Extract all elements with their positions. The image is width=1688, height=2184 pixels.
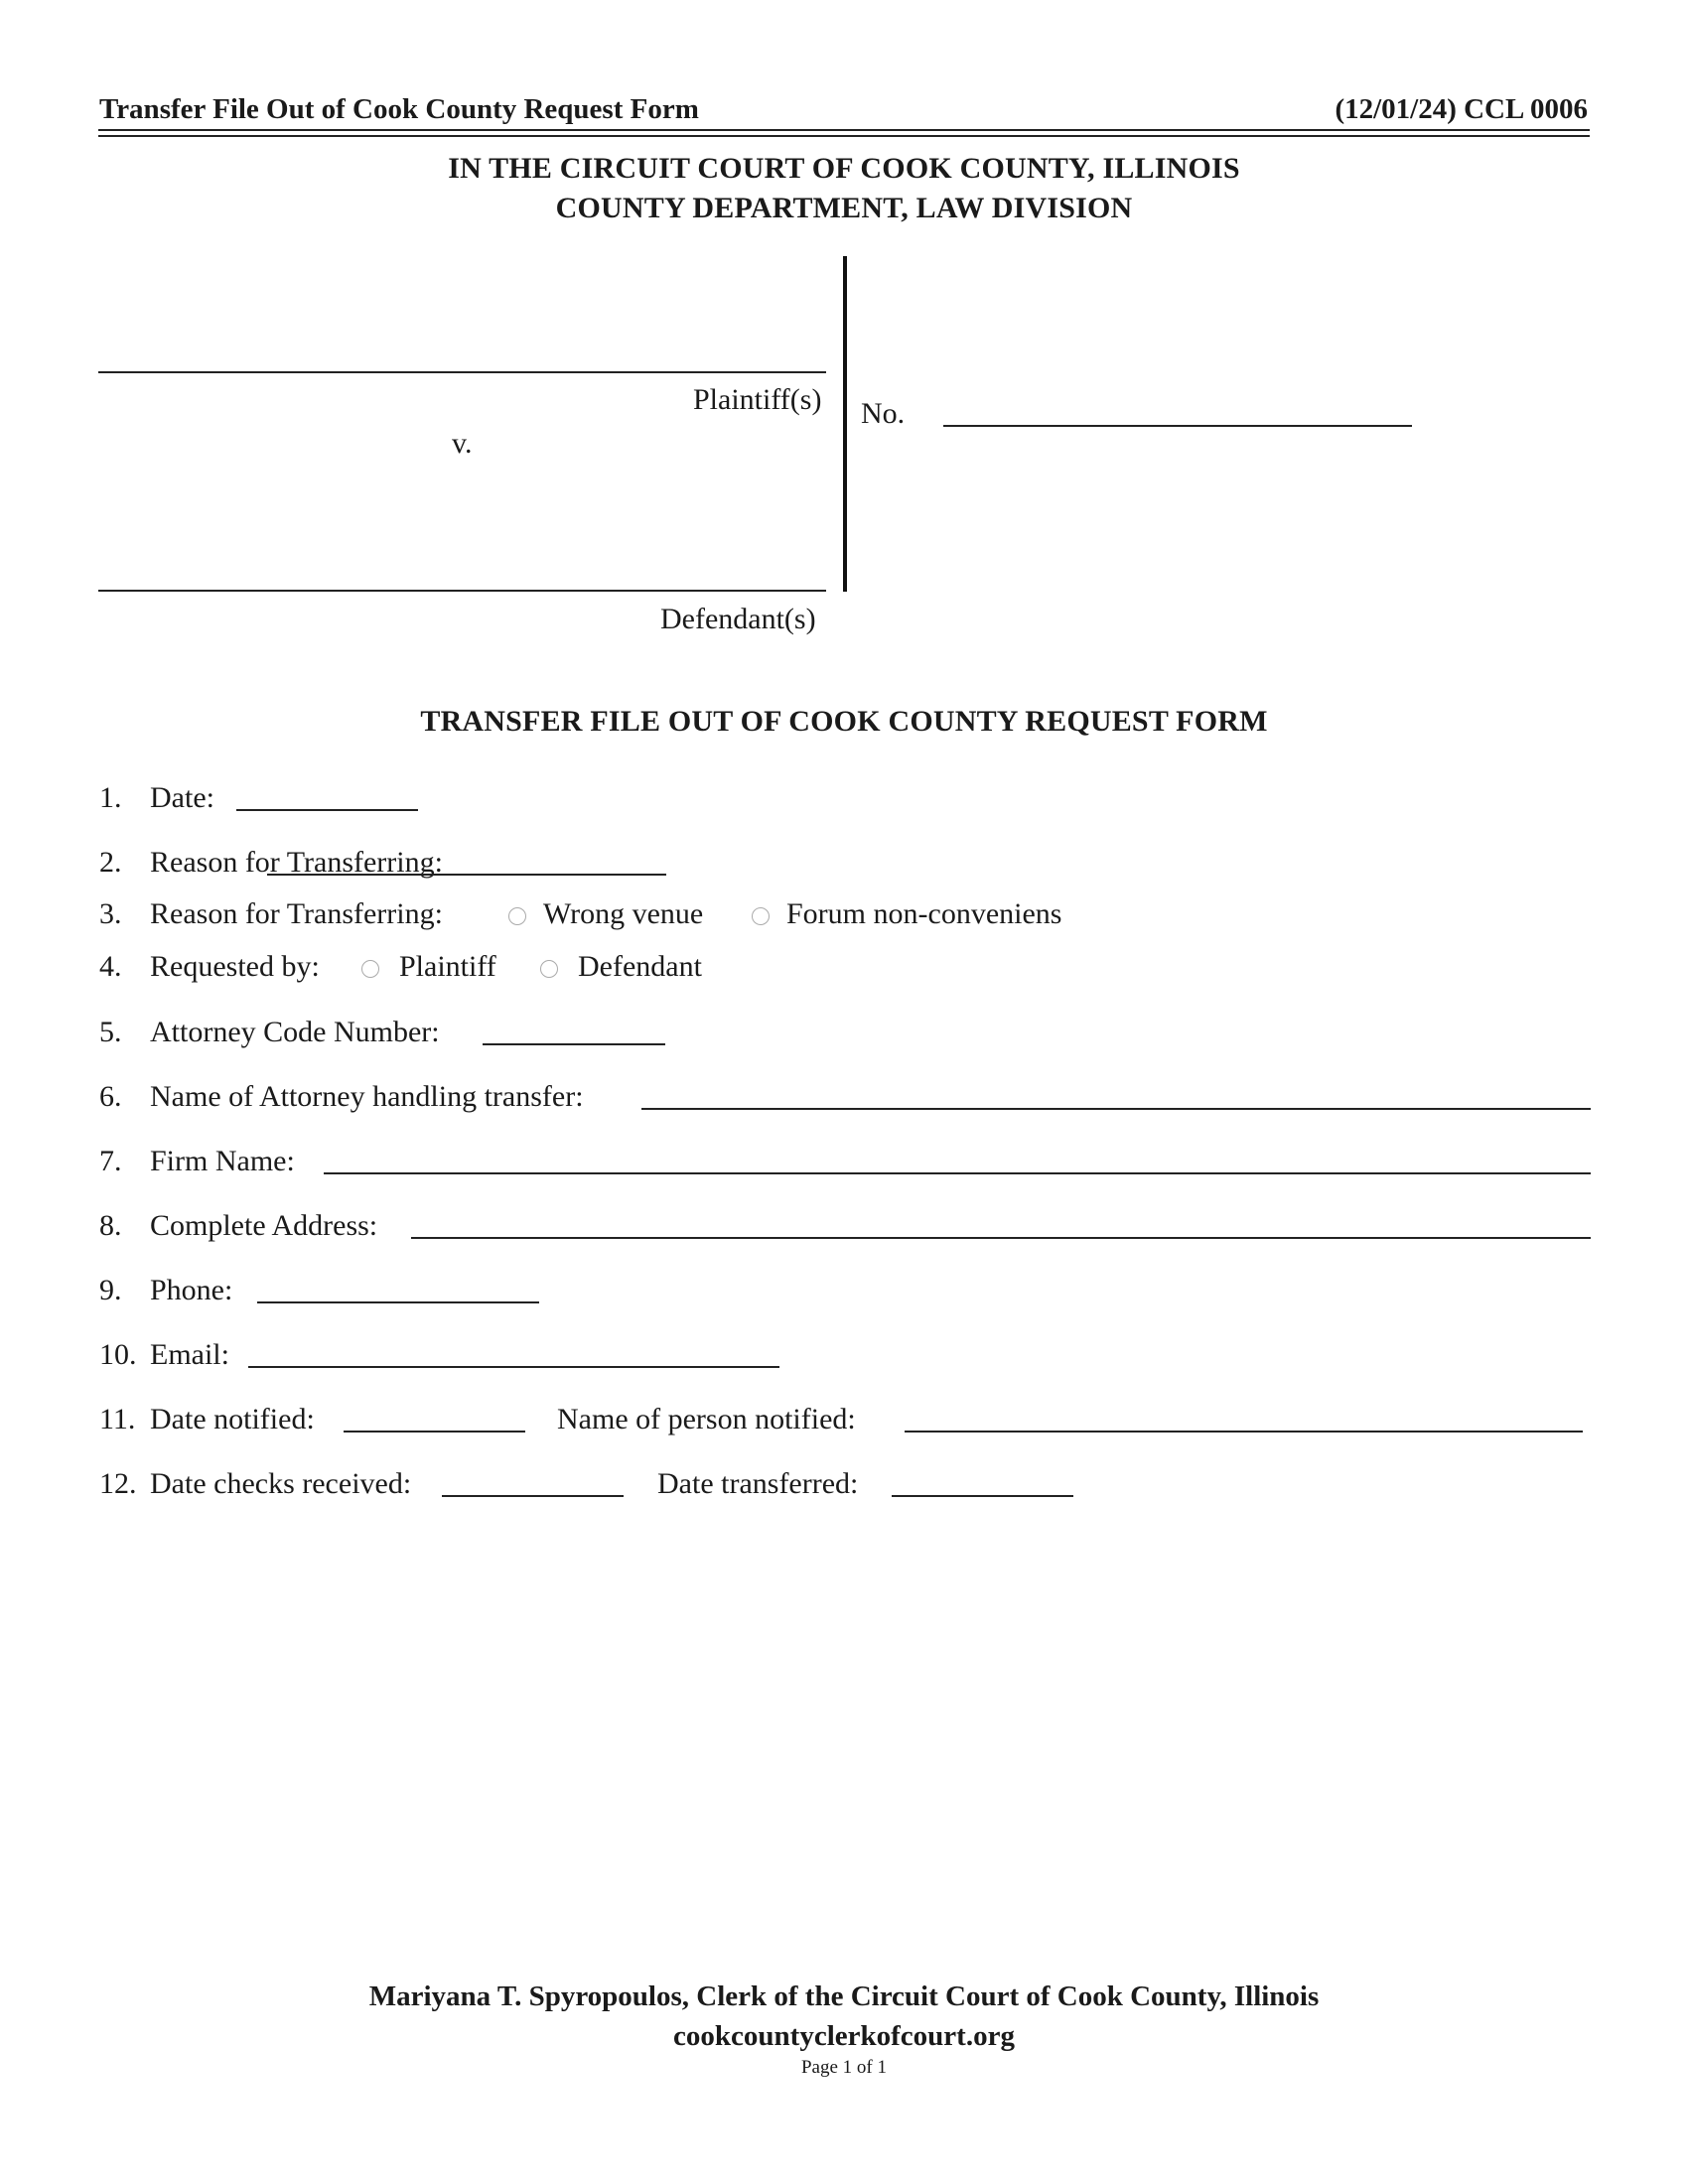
clerk-name: Mariyana T. Spyropoulos, Clerk of the Circuit Court of Cook County, Illinois	[368, 1980, 1320, 2012]
person-notified-field[interactable]	[905, 1431, 1583, 1433]
requested-by-label: Requested by:	[150, 950, 320, 983]
header-rule-top	[98, 129, 1590, 131]
item-number: 12.	[99, 1467, 137, 1500]
forum-non-conveniens-radio[interactable]	[752, 907, 770, 925]
county-field[interactable]	[267, 874, 666, 876]
item-number: 10.	[99, 1338, 137, 1371]
phone-label: Phone:	[150, 1274, 233, 1306]
county-label: Reason for Transferring:	[150, 846, 443, 879]
date-notified-label: Date notified:	[150, 1403, 315, 1435]
item-number: 9.	[99, 1274, 122, 1306]
versus-label: v.	[452, 427, 473, 460]
court-division: COUNTY DEPARTMENT, LAW DIVISION	[555, 192, 1133, 224]
address-label: Complete Address:	[150, 1209, 378, 1242]
case-no-label: No.	[861, 397, 906, 430]
reason-label: Reason for Transferring:	[150, 897, 443, 930]
attorney-code-field[interactable]	[483, 1043, 665, 1045]
defendant-label: Defendant(s)	[660, 603, 816, 635]
website-link[interactable]: cookcountyclerkofcourt.org	[673, 2020, 1015, 2052]
item-number: 6.	[99, 1080, 122, 1113]
item-number: 4.	[99, 950, 122, 983]
firm-name-label: Firm Name:	[150, 1145, 295, 1177]
wrong-venue-label: Wrong venue	[543, 897, 704, 930]
form-title: Transfer File Out of Cook County Request Form	[99, 93, 699, 125]
defendant-option-label: Defendant	[578, 950, 702, 983]
forum-non-conveniens-label: Forum non-conveniens	[786, 897, 1062, 930]
email-label: Email:	[150, 1338, 229, 1371]
address-field[interactable]	[411, 1237, 1591, 1239]
case-number-field[interactable]	[943, 425, 1412, 427]
defendant-radio[interactable]	[540, 960, 558, 978]
item-number: 11.	[99, 1403, 136, 1435]
person-notified-label: Name of person notified:	[557, 1403, 856, 1435]
attorney-name-label: Name of Attorney handling transfer:	[150, 1080, 584, 1113]
date-notified-field[interactable]	[344, 1431, 525, 1433]
page-number: Page 1 of 1	[800, 2057, 887, 2078]
court-name: IN THE CIRCUIT COURT OF COOK COUNTY, ILLINOIS	[448, 152, 1240, 185]
date-checks-field[interactable]	[442, 1495, 624, 1497]
item-number: 3.	[99, 897, 122, 930]
date-label: Date:	[150, 781, 214, 814]
plaintiff-line[interactable]	[98, 371, 826, 373]
date-checks-label: Date checks received:	[150, 1467, 412, 1500]
item-number: 8.	[99, 1209, 122, 1242]
attorney-name-field[interactable]	[641, 1108, 1591, 1110]
item-number: 7.	[99, 1145, 122, 1177]
item-number: 2.	[99, 846, 122, 879]
date-transferred-field[interactable]	[892, 1495, 1073, 1497]
date-field[interactable]	[236, 809, 418, 811]
plaintiff-option-label: Plaintiff	[399, 950, 496, 983]
firm-name-field[interactable]	[324, 1172, 1591, 1174]
form-heading: TRANSFER FILE OUT OF COOK COUNTY REQUEST FORM	[420, 705, 1268, 738]
date-transferred-label: Date transferred:	[657, 1467, 859, 1500]
header-rule-bottom	[98, 135, 1590, 137]
wrong-venue-radio[interactable]	[508, 907, 526, 925]
form-code: (12/01/24) CCL 0006	[1335, 93, 1588, 125]
caption-divider	[843, 256, 847, 592]
phone-field[interactable]	[257, 1301, 539, 1303]
email-field[interactable]	[248, 1366, 779, 1368]
attorney-code-label: Attorney Code Number:	[150, 1016, 440, 1048]
defendant-line[interactable]	[98, 590, 826, 592]
plaintiff-radio[interactable]	[361, 960, 379, 978]
item-number: 1.	[99, 781, 122, 814]
item-number: 5.	[99, 1016, 122, 1048]
plaintiff-label: Plaintiff(s)	[693, 383, 822, 416]
